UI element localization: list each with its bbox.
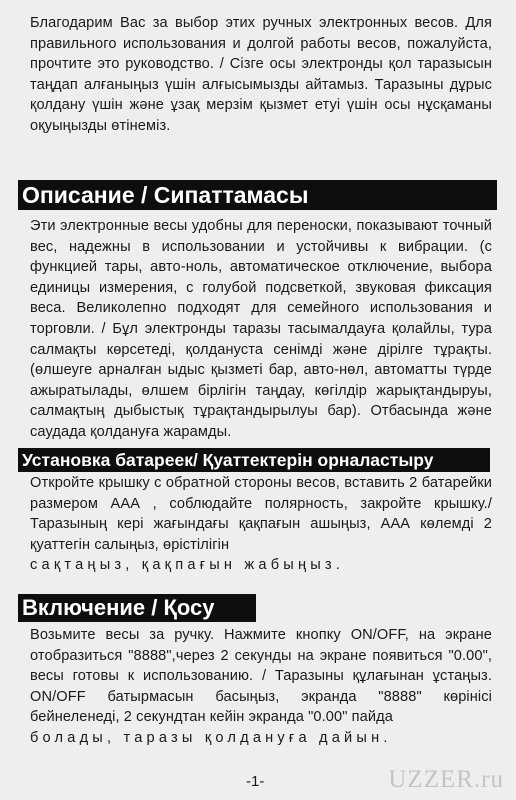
description-heading-text: Описание / Сипаттамасы (22, 182, 309, 208)
intro-paragraph: Благодарим Вас за выбор этих ручных электронных весов. Для правильного использования и долгой работы весов, пожалуйста, прочтите это руководство. / Сізге осы электронды қол таразысын таңдап алғаныңыз үшін алғысымызды айтамыз. Таразыны дұрыс қолдану үшін және ұзақ мерзім қызмет етуі үшін осы нұсқаманы оқуыңызды өтінеміз. (30, 15, 492, 134)
power-on-text: Возьмите весы за ручку. Нажмите кнопку ON/OFF, на экране отобразиться "8888",через 2 секунды на экране появиться "0.00", весы готовы к использованию. / Таразыны құлағынан ұстаңыз. ON/OFF батырмасын басыңыз, экранда "8888" көрінісі бейнеленеді, 2 секундтан кейін экранда "0.00" пайда (30, 627, 492, 726)
power-on-paragraph (30, 625, 492, 749)
battery-paragraph (30, 473, 492, 576)
power-on-text-last-line: болады, таразы қолдануға дайын. (30, 729, 392, 746)
battery-text-last-line: сақтаңыз, қақпағын жабыңыз. (30, 557, 345, 574)
power-on-heading (18, 594, 256, 622)
description-heading (18, 180, 497, 210)
battery-heading-text: Установка батареек/ Қуаттектерін орналастыру (22, 450, 434, 470)
description-paragraph: Эти электронные весы удобны для переноски, показывают точный вес, надежны в использовании и устойчивы к вибрации. (с функцией тары, авто-ноль, автоматическое отключение, выбора единицы измерения, с голубой подсветкой, звуковая фиксация веса. Великолепно подходят для семейного использования и торговли. / Бұл электронды таразы тасымалдауға қолайлы, тура салмақты көрсетеді, қолдануста сенімді және дірілге тұрақты. (өлшеуге арналған ыдыс қызметі бар, авто-нөл, автоматты түрде ажыратылады, өлшем бірлігін таңдау, көгілдір жарықтандыруы, салмақтың дыбыстық тұрақтандырылуы бар). Отбасында және саудада қолдануға жарамды. (30, 218, 492, 440)
battery-text: Откройте крышку с обратной стороны весов, вставить 2 батарейки размером ААА , соблюдайте полярность, закройте крышку./ Таразының кері жағындағы қақпағын ашыңыз, ААА көлемді 2 қуаттегін салыңыз, өрістілігін (30, 475, 492, 553)
battery-heading (18, 448, 490, 472)
power-on-heading-text: Включение / Қосу (22, 595, 215, 620)
watermark: UZZER.ru (388, 766, 504, 793)
page-number: -1- (246, 773, 265, 790)
